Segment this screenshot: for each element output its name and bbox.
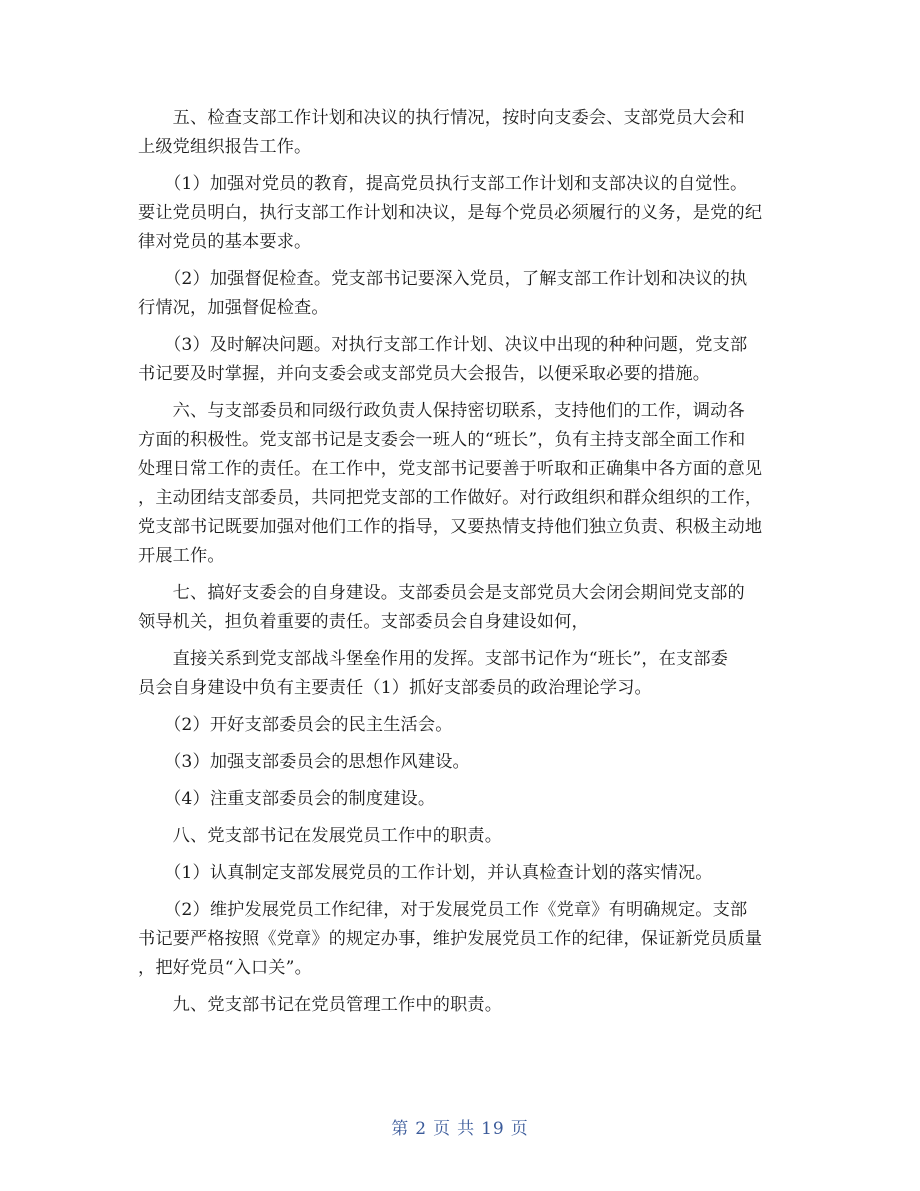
paragraph-6 — [138, 397, 786, 571]
text-line: （2）维护发展党员工作纪律，对于发展党员工作《党章》有明确规定。支部 — [138, 900, 748, 920]
page-footer — [0, 1114, 920, 1139]
text-line: （1）加强对党员的教育，提高党员执行支部工作计划和支部决议的自觉性。 — [138, 174, 748, 194]
paragraph-7-4 — [138, 785, 786, 814]
text-line: 党支部书记既要加强对他们工作的指导，又要热情支持他们独立负责、积极主动地 — [138, 517, 763, 537]
text-line: 六、与支部委员和同级行政负责人保持密切联系，支持他们的工作，调动各 — [138, 401, 745, 421]
text-line: 方面的积极性。党支部书记是支委会一班人的“班长”，负有主持支部全面工作和 — [138, 430, 746, 450]
document-body — [138, 104, 786, 1020]
text-line: 书记要严格按照《党章》的规定办事，维护发展党员工作的纪律，保证新党员质量 — [138, 929, 763, 949]
paragraph-7 — [138, 579, 786, 637]
text-line: （2）加强督促检查。党支部书记要深入党员，了解支部工作计划和决议的执 — [138, 269, 748, 289]
text-line: 八、党支部书记在发展党员工作中的职责。 — [138, 826, 503, 846]
text-line: ，主动团结支部委员，共同把党支部的工作做好。对行政组织和群众组织的工作， — [138, 488, 763, 508]
paragraph-9 — [138, 991, 786, 1020]
text-line: 领导机关，担负着重要的责任。支部委员会自身建设如何， — [138, 612, 589, 632]
footer-page-unit: 页 — [433, 1119, 452, 1139]
text-line: （1）认真制定支部发展党员的工作计划，并认真检查计划的落实情况。 — [138, 863, 713, 883]
text-line: （4）注重支部委员会的制度建设。 — [138, 789, 436, 809]
text-line: （2）开好支部委员会的民主生活会。 — [138, 715, 453, 735]
text-line: 开展工作。 — [138, 546, 225, 566]
text-line: ，把好党员“入口关”。 — [138, 958, 312, 978]
paragraph-7-3 — [138, 748, 786, 777]
text-line: （3）及时解决问题。对执行支部工作计划、决议中出现的种种问题，党支部 — [138, 335, 748, 355]
text-line: 直接关系到党支部战斗堡垒作用的发挥。支部书记作为“班长”，在支部委 — [138, 649, 729, 669]
text-line: 七、搞好支委会的自身建设。支部委员会是支部党员大会闭会期间党支部的 — [138, 583, 745, 603]
text-line: 律对党员的基本要求。 — [138, 232, 312, 252]
footer-prefix: 第 — [391, 1119, 410, 1139]
paragraph-5 — [138, 104, 786, 162]
text-line: 上级党组织报告工作。 — [138, 137, 312, 157]
footer-total-pages: 19 — [481, 1119, 505, 1139]
footer-total-prefix: 共 — [457, 1119, 476, 1139]
paragraph-5-1 — [138, 170, 786, 257]
paragraph-5-2 — [138, 265, 786, 323]
text-line: 五、检查支部工作计划和决议的执行情况，按时向支委会、支部党员大会和 — [138, 108, 745, 128]
text-line: （3）加强支部委员会的思想作风建设。 — [138, 752, 470, 772]
paragraph-7-2 — [138, 711, 786, 740]
paragraph-8-2 — [138, 896, 786, 983]
paragraph-5-3 — [138, 331, 786, 389]
paragraph-8-1 — [138, 859, 786, 888]
paragraph-7-cont — [138, 645, 786, 703]
footer-page-number: 2 — [415, 1119, 428, 1139]
footer-total-unit: 页 — [510, 1119, 529, 1139]
paragraph-8 — [138, 822, 786, 851]
text-line: 员会自身建设中负有主要责任（1）抓好支部委员的政治理论学习。 — [138, 678, 652, 698]
text-line: 书记要及时掌握，并向支委会或支部党员大会报告，以便采取必要的措施。 — [138, 364, 711, 384]
text-line: 处理日常工作的责任。在工作中，党支部书记要善于听取和正确集中各方面的意见 — [138, 459, 763, 479]
text-line: 要让党员明白，执行支部工作计划和决议，是每个党员必须履行的义务，是党的纪 — [138, 203, 763, 223]
text-line: 九、党支部书记在党员管理工作中的职责。 — [138, 995, 503, 1015]
text-line: 行情况，加强督促检查。 — [138, 298, 329, 318]
